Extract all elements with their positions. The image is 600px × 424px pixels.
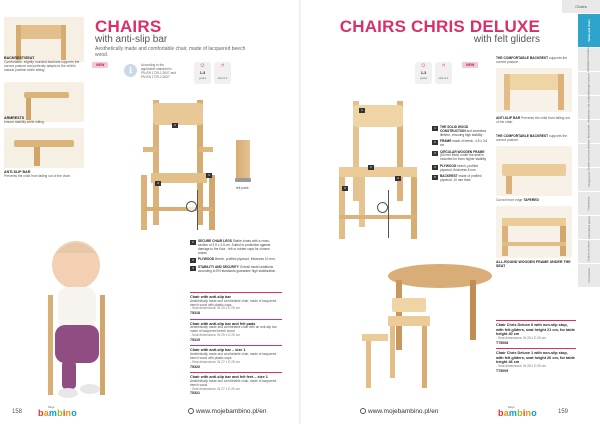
product-dimensions: - Seat dimensions: W 28 x D 26 cm [496,363,546,368]
feature-item [432,140,488,148]
right-size-box [435,62,452,84]
dimension-circle [377,202,388,213]
feature-number: 3 [432,151,438,156]
callout-backrest-title: BACKREST/SEAT [4,56,35,60]
product-dimensions: - Seat dimensions: W 28 x D 26 cm [496,335,546,340]
right-callout-frame [496,260,572,269]
right-callout-backrest-2 [496,134,572,142]
product-code: 75318 [190,311,200,316]
right-page-number: 159 [558,409,569,415]
sidetab-accessories[interactable]: Accessories [578,264,600,288]
product-description: Aesthetically made and comfortable chair with an anti-slip bar, made of lacquered beech wood. [190,325,278,334]
feature-item [432,165,488,173]
bambino-logo: bambino [38,408,77,418]
callout-antislip-text: Prevents the child from falling out of the chair. [4,174,71,179]
logo-small-text: Moje [48,405,55,409]
product-code: T75008 [496,340,509,345]
feature-text: BACKREST made of profiled plywood, 10 mm thick [440,174,482,182]
right-website-link[interactable]: www.mojebambino.pl/en [360,408,438,415]
chris-chair-illustration [325,95,435,245]
marker-4: 4 [395,176,401,181]
left-product-list [190,292,282,399]
frame-illustration [496,206,572,258]
height-dimension [197,190,198,230]
feature-item [190,258,280,263]
feature-text: STABILITY AND SECURITY Overall model additions according to EN standards guarantee high stabilization. [198,264,277,273]
feature-text: SECURE CHAIR LEGS Stable chairs with a cross-section of 3.5 x 4.5 cm. Suited to protection against damage to the floor - felt or rubber caps for chosen chairs. [198,239,271,255]
product-dimensions: - Seat dimensions: W 25 x D 25 cm [190,306,240,311]
marker-2: 2 [368,165,374,170]
callout-text: ANTI-SLIP BAR Prevents the child from falling out of the chair. [496,116,570,124]
sidetab-carpets[interactable]: Carpets and room dividers [578,144,600,168]
feature-item [432,175,488,183]
product-dimensions: - Seat dimensions: W 25 x D 25 cm [190,333,240,338]
right-frame-photo [496,206,572,258]
product-item [190,345,282,372]
right-page [300,0,600,424]
callout-text: THE COMFORTABLE BACKREST supports the correct posture. [496,56,568,64]
right-callout-antislip [496,116,572,124]
globe-icon [188,408,194,414]
feature-item [190,266,280,274]
right-seat-photo [496,146,572,196]
callout-backrest-text: Comfortable, slightly rounded backrest supports the correct posture and perfectly adapts to the child's natural position while sitting. [4,60,80,73]
callout-backrest [4,56,80,72]
sidetab-gymnastics[interactable]: Gymnastics [578,192,600,216]
table-scene-illustration [362,258,492,398]
baby-photo [30,225,125,400]
left-subtitle: with anti-slip bar [95,34,168,45]
size-box [214,62,231,84]
chair-size-icon: ⑁ [220,63,225,69]
right-feature-list [432,126,488,185]
product-dimensions: - Seat dimensions: W 27 x D 26 cm [190,359,240,364]
product-code: T75009 [496,368,509,373]
child-icon: ☺ [420,63,427,69]
product-item [496,348,576,376]
left-page-number: 158 [12,409,23,415]
felt-pad-leg [236,140,250,180]
callout-text: Curved front edge TAPERED [496,198,539,202]
callout-text: THE COMFORTABLE BACKREST supports the correct posture. [496,134,568,142]
sidetab-outdoor[interactable]: Outdoor furniture [578,240,600,264]
product-title: Chair with anti-slip bar – size 1 [190,348,246,353]
feature-number: 4 [190,266,196,271]
callout-title: ALL-ROUND WOODEN FRAME UNDER THE SEAT [496,260,571,269]
product-description: Aesthetically made and comfortable chair, made of lacquered beech wood with plastic caps. [190,298,277,307]
right-callout-tapered [496,198,572,202]
right-new-badge: NEW [462,62,478,68]
new-badge: NEW [92,62,108,68]
baby-illustration [30,225,125,400]
product-code: 75321 [190,391,200,396]
sidetab-games[interactable]: Educational games [578,216,600,240]
marker-3: 3 [342,186,348,191]
feature-text: FRAME made of beech, 4.5 x 3.6 cm [440,139,488,148]
right-callout-backrest [496,56,572,64]
product-item [190,372,282,399]
product-dimensions: - Seat dimensions: W 27 x D 26 cm [190,386,240,391]
left-title: CHAIRS [95,17,162,36]
seat-illustration [496,146,572,196]
child-icon: ☺ [199,63,206,69]
right-title: CHAIRS CHRIS DELUXE [339,17,540,36]
left-description: Aesthetically made and comfortable chair, made of lacquered beech wood. [95,46,246,58]
feature-number: 5 [432,175,438,180]
marker-1: 1 [359,108,365,113]
chair-antislip-illustration [4,128,84,168]
product-description: Aesthetically made and comfortable chair, made of lacquered beech wood. [190,378,277,387]
marker-3: 3 [206,173,212,178]
feature-number: 1 [432,126,438,131]
product-item [190,292,282,319]
age-value: 1-3 [199,71,206,75]
age-box [194,62,211,84]
right-subtitle: with felt gliders [473,34,540,45]
feature-item [432,126,488,138]
callout-armrests [4,116,80,124]
chair-size-icon: ⑁ [441,63,446,69]
logo-small-text: Moje [508,405,515,409]
right-age-box [415,62,432,84]
globe-icon [360,408,366,414]
feature-text: THE SOLID WOOD CONSTRUCTION and seamless lifetime, ensuring high stability [440,125,487,137]
right-backrest-photo [496,68,572,112]
left-website-link[interactable]: www.mojebambino.pl/en [188,408,266,415]
feature-number: 3 [190,258,196,263]
callout-armrests-title: ARMRESTS [4,116,25,120]
sidetab-storage[interactable]: Storage furniture [578,72,600,96]
backrest-illustration [496,68,572,112]
sidetab-wall-panels[interactable]: Wall panels [578,120,600,144]
dimension-circle [186,201,197,212]
feature-number: 2 [190,240,196,245]
product-title: Chair with anti-slip bar and felt feet – size 1 [190,375,268,380]
sidetab-upholstered[interactable]: Upholstered furniture [578,48,600,72]
product-title: Chair with anti-slip bar [190,295,231,299]
feature-text: PLYWOOD Beech, profiled plywood, thickness 10 mm. [198,257,276,262]
chair-antislip-photo [4,128,84,168]
sidetab-tables-chairs[interactable]: Tables and chairs [578,14,600,48]
height-dimension [388,190,389,238]
product-description: Aesthetically made and comfortable chair, made of lacquered beech wood with plastic caps. [190,352,277,360]
product-title: Chair Chris Deluxe 1 with non-slip stop, with felt gliders, seat height 26 cm, for table height 46 cm [496,351,575,365]
section-sidetabs [578,14,600,288]
left-feature-list [190,240,280,276]
marker-2: 2 [172,123,178,128]
callout-antislip-title: ANTI-SLIP BAR [4,170,31,174]
age-unit: years [419,76,428,80]
feature-number: 2 [432,140,438,145]
right-product-list [496,320,576,376]
feature-text: CIRCULAR WOODEN FRAME (60 mm thick) under the seat is mounted for even higher stability [440,149,487,162]
size-label: size 0-1 [217,76,228,80]
felt-pads-label: felt pads [236,186,249,190]
age-value: 1-3 [420,71,427,75]
feature-item [190,240,280,256]
product-item [496,320,576,348]
section-corner-label: Chairs [562,0,600,13]
age-unit: years [198,76,207,80]
bambino-logo: bambino [498,408,537,418]
callout-antislip [4,170,82,178]
standard-info: According to the applicable standard in PN-EN 1729-1:2007 and PN-EN 1729-2:2007 [141,63,176,79]
product-code: 75319 [190,338,200,343]
felt-pad [235,178,251,182]
info-icon: i [124,64,137,77]
product-title: Chair with anti-slip bar and felt pads [190,321,256,326]
feature-text: PLYWOOD beech, profiled plywood, thickness 8 mm [440,163,478,172]
callout-armrests-text: ensure stability while sitting [4,120,44,125]
feature-item [432,151,488,163]
sidetab-mattresses[interactable]: Mattresses and cushions [578,96,600,120]
sidetab-playgrounds[interactable]: Playgrounds [578,168,600,192]
size-label: size 0-1 [438,76,449,80]
feature-number: 4 [432,165,438,170]
marker-4: 4 [155,181,161,186]
product-title: Chair Chris Deluxe II with non-slip stop, with felt gliders, seat height 21 cm, for table height 40 cm [496,323,575,337]
product-code: 75320 [190,364,200,369]
main-chair-illustration [135,95,225,235]
product-item [190,319,282,346]
